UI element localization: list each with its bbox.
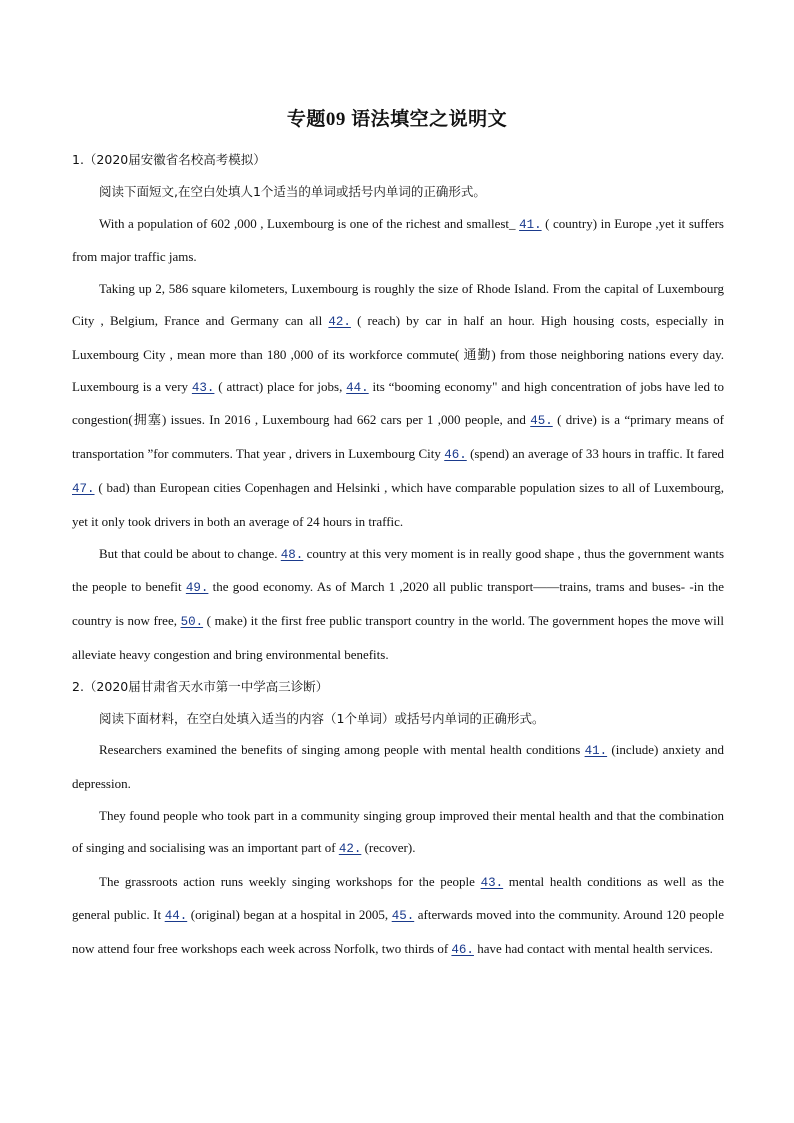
blank-45: 45. [391, 909, 415, 924]
text-run: ( country) in Europe ,yet it suffers from major traffic jams. [72, 215, 724, 265]
text-run: afterwards moved into the community. Around 120 people now attend four free workshops each week across Norfolk, two thirds of [72, 907, 724, 957]
section-2-instruction: 阅读下面材料，在空白处填入适当的内容（1个单词）或括号内单词的正确形式。 [99, 710, 545, 726]
blank-48: 48. [280, 547, 304, 562]
blank-42: 42. [338, 841, 362, 856]
text-run: The grassroots action runs weekly singing workshops for the people [99, 873, 481, 889]
blank-43: 43. [480, 875, 504, 890]
text-run: ( make) it the first free public transport country in the world. The government hopes the move will alleviate heavy congestion and bring environmental benefits. [72, 613, 725, 662]
section-1-paragraph-3 [72, 538, 724, 671]
section-2-paragraph-1 [72, 734, 724, 800]
text-run: its “booming economy" and high concentration of jobs have led to congestion(拥塞) issues. In 2016 , Luxembourg had 662 cars per 1 ,000 people, and [72, 378, 724, 428]
page-title: 专题09 语法填空之说明文 [286, 109, 508, 130]
text-run: Researchers examined the benefits of singing among people with mental health conditions [99, 742, 585, 758]
blank-44: 44. [164, 909, 188, 924]
blank-47: 47. [72, 481, 95, 496]
blank-42: 42. [328, 314, 351, 329]
section-1-paragraph-1 [72, 208, 724, 274]
text-run: country at this very moment is in really good shape , thus the government wants the people to benefit [72, 545, 724, 595]
text-run: ( bad) than European cities Copenhagen and Helsinki , which have comparable population sizes to all of Luxembourg, yet it only took drivers in both an average of 24 hours in traffic. [72, 479, 724, 529]
text-run: mental health conditions as well as the general public. It [72, 873, 724, 923]
text-run: (include) anxiety and depression. [72, 742, 724, 792]
blank-44: 44. [346, 380, 369, 395]
text-run: Taking up 2, 586 square kilometers, Luxembourg is roughly the size of Rhode Island. From the capital of Luxembourg City , Belgium, France and Germany can all [72, 281, 724, 328]
section-2-paragraph-3 [72, 866, 724, 967]
text-run: But that could be about to change. [99, 545, 281, 561]
text-run: the good economy. As of March 1 ,2020 all public transport——trains, trams and buses- -in the country is now free, [72, 579, 724, 629]
section-1-instruction: 阅读下面短文,在空白处填人1个适当的单词或括号内单词的正确形式。 [99, 183, 486, 199]
section-1-paragraph-2 [72, 273, 724, 537]
text-run: With a population of 602 ,000 , Luxembourg is one of the richest and smallest_ [99, 215, 520, 231]
document-body [72, 144, 724, 967]
blank-50: 50. [180, 615, 204, 630]
blank-41: 41. [519, 217, 542, 232]
blank-49: 49. [185, 581, 209, 596]
text-run: ( attract) place for jobs, [214, 378, 347, 394]
blank-46: 46. [451, 943, 474, 958]
text-run: (original) began at a hospital in 2005, [187, 907, 392, 923]
text-run: They found people who took part in a community singing group improved their mental health and that the combination of singing and socialising was an important part of [72, 807, 724, 855]
section-2-heading: 2.（2020届甘肃省天水市第一中学高三诊断） [72, 678, 329, 694]
text-run: ( drive) is a “primary means of transportation ”for commuters. That year , drivers in Luxembourg City [72, 412, 724, 462]
blank-45: 45. [530, 414, 553, 429]
text-run: (spend) an average of 33 hours in traffic. It fared [466, 446, 724, 462]
text-run: (recover). [361, 839, 416, 855]
blank-41: 41. [584, 744, 608, 759]
section-2-paragraph-2 [72, 800, 724, 866]
section-1-heading: 1.（2020届安徽省名校高考模拟） [72, 152, 266, 167]
blank-46: 46. [444, 448, 467, 463]
blank-43: 43. [191, 380, 215, 395]
text-run: have had contact with mental health services. [473, 941, 713, 957]
text-run: ( reach) by car in half an hour. High housing costs, especially in Luxembourg City , mean more than 180 ,000 of its workforce commute( 通勤) from those neighboring nations every day. Luxembourg is a very [72, 312, 724, 394]
